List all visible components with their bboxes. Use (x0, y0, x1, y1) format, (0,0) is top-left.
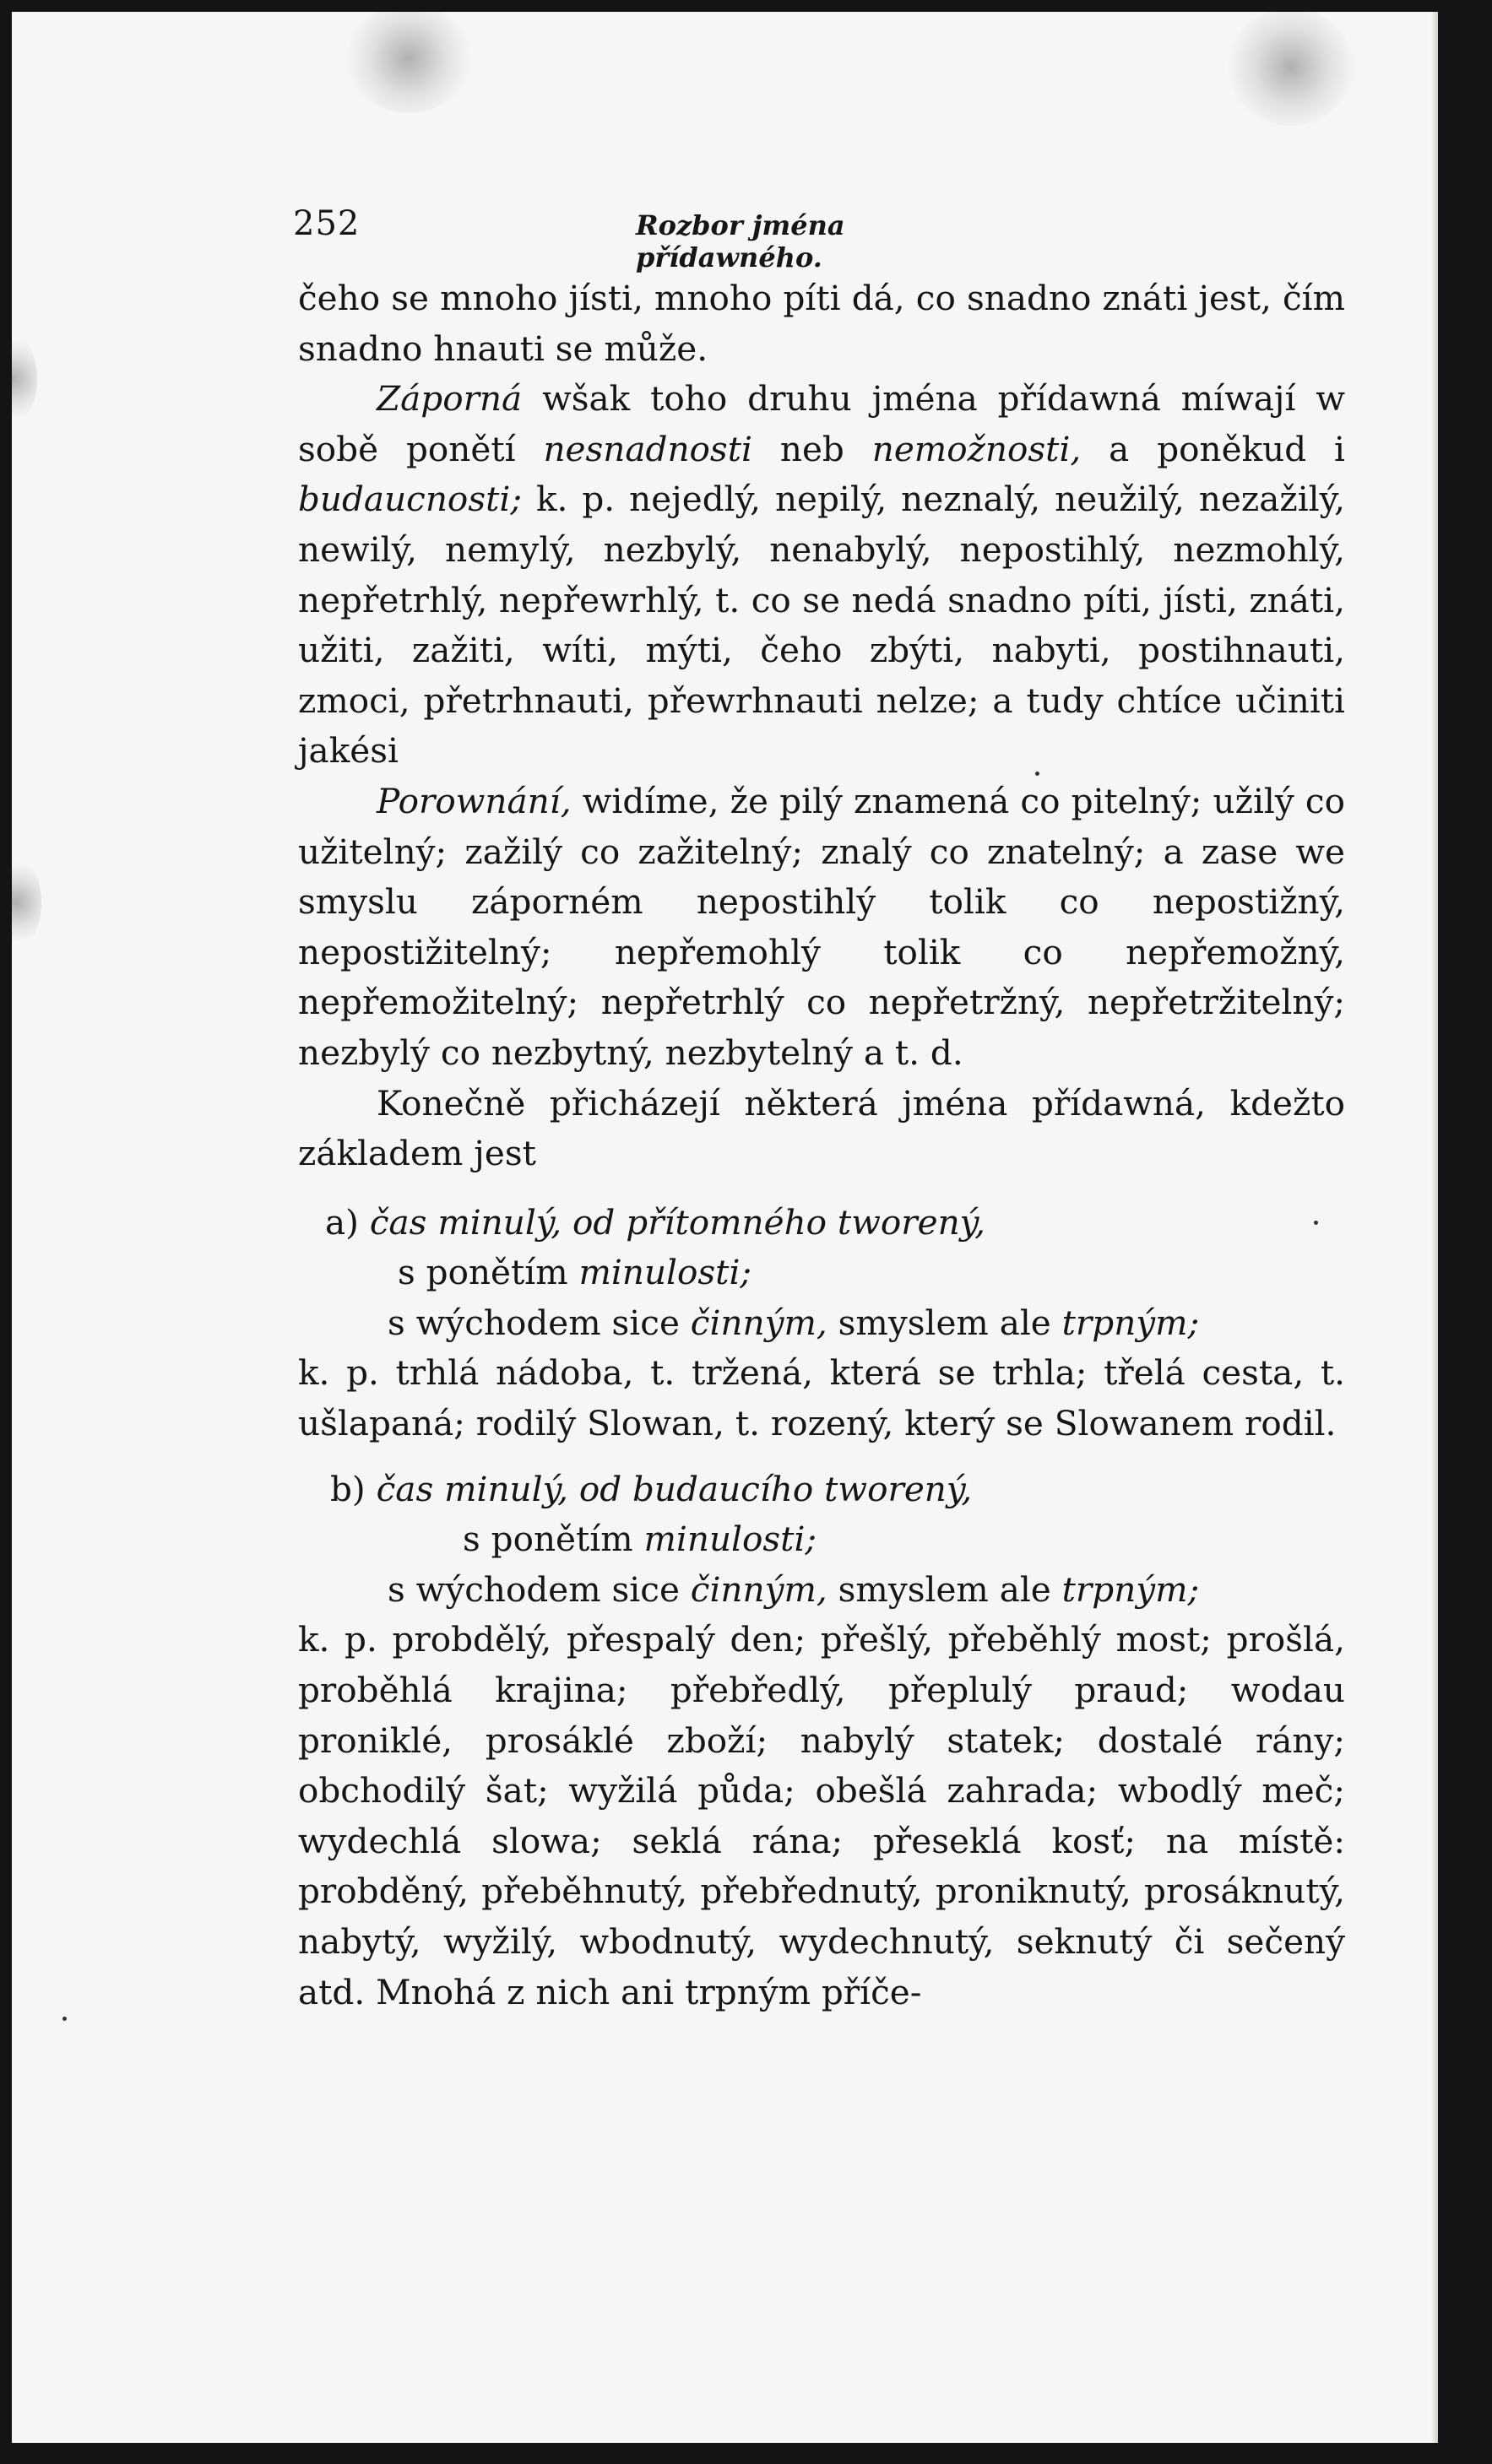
paragraph (298, 777, 1345, 1079)
paragraph-text: wšak toho druhu jména přídawná míwají w sobě ponětí (298, 378, 1345, 469)
section-a-heading (298, 1198, 1345, 1248)
section-heading: čas minulý, od budaucího tworený, (376, 1468, 973, 1509)
list-marker: a) (325, 1201, 359, 1243)
emphasis: trpným; (1061, 1568, 1200, 1610)
speck (62, 2017, 67, 2021)
paragraph-text: k. p. nejedlý, nepilý, neznalý, neužilý, nezažilý, newilý, nemylý, nezbylý, nenabylý, nepostihlý, nezmohlý, nepřetrhlý, nepřewrhlý, t. co se nedá snadno píti, jísti, znáti, užiti, zažiti, wíti, mýti, čeho zbýti, nabyti, postihnauti, zmoci, přetrhnauti, přewrhnauti nelze; a tudy chtíce učiniti jakési (298, 479, 1345, 772)
emphasis: Porownání, (377, 780, 572, 821)
line-text: smyslem ale (827, 1568, 1062, 1610)
paragraph-text: widíme, že pilý znamená co pitelný; užilý co užitelný; zažilý co zažitelný; znalý co znatelný; a zase we smyslu záporném nepostihlý tolik co nepostižný, nepostižitelný; nepřemohlý tolik co nepřemožný, nepřemožitelný; nepřetrhlý co nepřetržný, nepřetržitelný; nezbylý co nezbytný, nezbytelný a t. d. (298, 780, 1345, 1073)
paragraph-text: a poněkud i (1081, 428, 1345, 469)
line-text: s ponětím (463, 1519, 644, 1560)
emphasis: trpným; (1061, 1302, 1200, 1343)
section-a-line-2 (298, 1298, 1345, 1349)
paragraph-text: k. p. trhlá nádoba, t. tržená, která se trhla; třelá cesta, t. ušlapaná; rodilý Slowan, t. rozený, který se Slowanem rodil. (298, 1352, 1345, 1444)
paragraph (298, 273, 1345, 374)
emphasis: minulosti; (578, 1252, 752, 1293)
section-b-line-2 (298, 1565, 1345, 1616)
paragraph-text: čeho se mnoho jísti, mnoho píti dá, co snadno znáti jest, čím snadno hnauti se může. (298, 278, 1345, 369)
line-text: smyslem ale (827, 1302, 1062, 1343)
section-heading: čas minulý, od přítomného tworený, (369, 1201, 986, 1243)
emphasis: nemožnosti, (871, 428, 1082, 469)
emphasis: minulosti; (643, 1519, 817, 1560)
emphasis: činným, (690, 1568, 827, 1610)
page-edge-shadow (1431, 12, 1438, 2443)
paragraph (298, 374, 1345, 777)
smudge-top-right (1228, 12, 1354, 126)
emphasis: budaucnosti; (298, 479, 522, 520)
line-text: s ponětím (398, 1252, 579, 1293)
section-a-line-1 (298, 1248, 1345, 1298)
section-b-heading (298, 1465, 1345, 1515)
smudge-top-left (345, 12, 472, 113)
list-marker: b) (330, 1468, 366, 1509)
page-number: 252 (293, 204, 361, 243)
section-b-line-1 (298, 1514, 1345, 1565)
running-head (293, 204, 1036, 273)
book-page (12, 12, 1438, 2443)
paragraph (298, 1079, 1345, 1179)
line-text: s wýchodem sice (388, 1568, 691, 1610)
running-title: Rozbor jména přídawného. (636, 209, 845, 273)
emphasis: činným, (690, 1302, 827, 1343)
body-text (298, 273, 1345, 2017)
smudge-left-margin-2 (12, 856, 41, 949)
paragraph-text: neb (751, 428, 872, 469)
section-b-examples (298, 1615, 1345, 2017)
paragraph-text: k. p. probdělý, přespalý den; přešlý, přeběhlý most; prošlá, proběhlá krajina; přebředlý, přeplulý praud; wodau proniklé, prosáklé zboží; nabylý statek; dostalé rány; obchodilý šat; wyžilá půda; obešlá zahrada; wbodlý meč; wydechlá slowa; seklá rána; přeseklá kosť; na místě: probděný, přeběhnutý, přebřednutý, proniknutý, prosáknutý, nabytý, wyžilý, wbodnutý, wydechnutý, seknutý či sečený atd. Mnohá z nich ani trpným příče- (298, 1619, 1345, 2012)
section-a-examples (298, 1348, 1345, 1449)
line-text: s wýchodem sice (388, 1302, 691, 1343)
emphasis: Záporná (377, 378, 523, 420)
emphasis: nesnadnosti (543, 428, 752, 469)
paragraph-text: Konečně přicházejí některá jména přídawná, kdežto základem jest (298, 1082, 1345, 1174)
smudge-left-margin (12, 333, 37, 425)
